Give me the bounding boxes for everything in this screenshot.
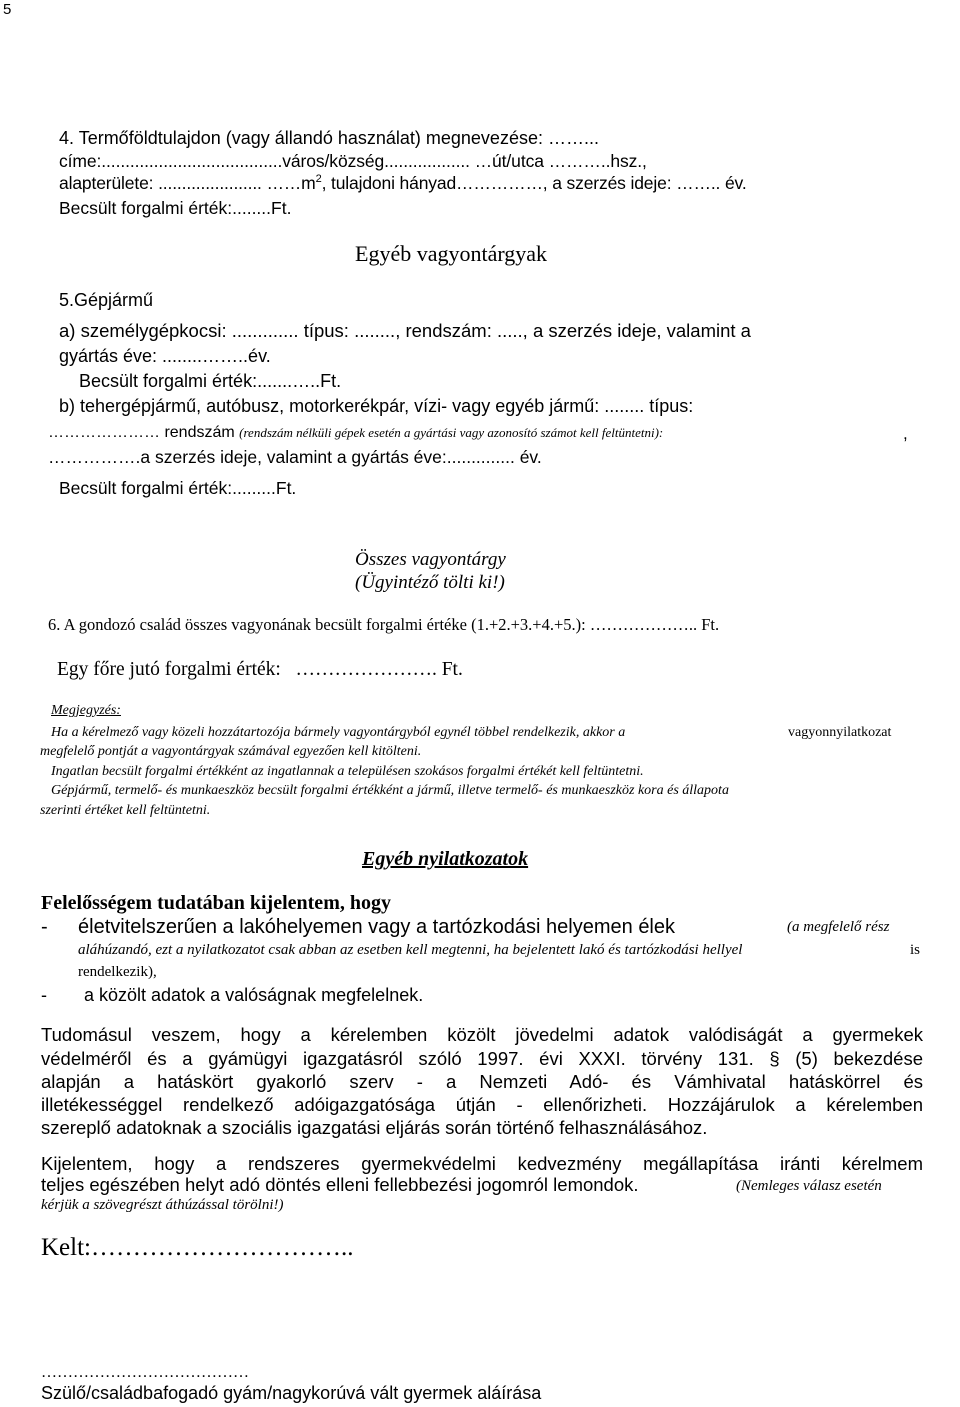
declarations-heading: Egyéb nyilatkozatok	[362, 848, 529, 870]
land-address-line: címe:......................................város/község.................. …út/utca ………..hsz.,	[59, 151, 647, 171]
item2-dash: -	[41, 985, 47, 1005]
car-line-1: a) személygépkocsi: ............. típus: ........, rendszám: ....., a szerzés ideje, valamint a	[59, 320, 751, 341]
truck-line-2-comma: ,	[903, 424, 908, 443]
total-value-line: 6. A gondozó család összes vagyonának becsült forgalmi értéke (1.+2.+3.+4.+5.): ……………….. Ft.	[48, 615, 720, 634]
note-p3-line-2: szerinti értéket kell feltüntetni.	[40, 803, 211, 818]
note-p1-line-2: megfelelő pontját a vagyontárgyak számával egyezően kell kitölteni.	[40, 744, 422, 759]
declarations-intro: Felelősségem tudatában kijelentem, hogy	[41, 892, 391, 914]
per-capita-value: …………………. Ft.	[295, 659, 463, 680]
car-line-2: gyártás éve: ........……..év.	[59, 346, 271, 366]
note-title: Megjegyzés:	[51, 703, 121, 718]
other-assets-heading: Egyéb vagyontárgyak	[355, 241, 548, 266]
para2-line-2: teljes egészében helyt adó döntés elleni fellebbezési jogomról lemondok.	[41, 1174, 639, 1195]
kelt-field: Kelt:…………………………..	[41, 1234, 354, 1261]
note-p1-line-1: Ha a kérelmező vagy közeli hozzátartozója bármely vagyontárgyból egynél többel rendelkezik, akkor a	[51, 725, 626, 740]
para2-line-1: Kijelentem, hogy a rendszeres gyermekvédelmi kedvezmény megállapítása iránti kérelmem	[41, 1153, 923, 1174]
note-p3-line-1: Gépjármű, termelő- és munkaeszköz becsült forgalmi értékként a jármű, illetve termelő- és munkaeszköz kora és állapota	[51, 783, 729, 798]
truck-plate-note: (rendszám nélküli gépek esetén a gyártási vagy azonosító számot kell feltüntetni):	[239, 425, 664, 440]
per-capita-line	[57, 660, 463, 680]
signature-line: …………………………………	[41, 1364, 249, 1381]
truck-line-1: b) tehergépjármű, autóbusz, motorkerékpár, vízi- vagy egyéb jármű: ........ típus:	[59, 396, 694, 416]
truck-line-3: …………….a szerzés ideje, valamint a gyártás éve:.............. év.	[48, 447, 542, 467]
para2-line-2-note: (Nemleges válasz esetén	[736, 1178, 882, 1194]
item1-note-b: aláhúzandó, ezt a nyilatkozatot csak abban az esetben kell megtenni, ha bejelentett lakó és tartózkodási hellyel	[78, 942, 743, 958]
land-area-line	[59, 175, 747, 193]
note-p2: Ingatlan becsült forgalmi értékként az ingatlannak a településen szokásos forgalmi értékét kell feltüntetni.	[51, 764, 644, 779]
truck-value-line: Becsült forgalmi érték:.........Ft.	[59, 478, 297, 498]
land-area-label: alapterülete: ...................... ……m	[59, 173, 316, 193]
item1-note-b-tail: is	[910, 942, 921, 958]
note-p1-line-1-tail: vagyonnyilatkozat	[788, 725, 892, 740]
page-number: 5	[3, 1, 12, 18]
item1-note-c: rendelkezik),	[78, 964, 157, 980]
para1-line-3: alapján a hatáskört gyakorló szerv - a Nemzeti Adó- és Vámhivatal hatáskörrel és	[41, 1071, 923, 1092]
para1-line-1: Tudomásul veszem, hogy a kérelemben közölt jövedelmi adatok valódiságát a gyermekek	[41, 1024, 923, 1045]
para1-line-5: szereplő adatoknak a szociális igazgatási eljárás során történő felhasználásához.	[41, 1117, 708, 1138]
para1-line-4: illetékességgel rendelkező adóigazgatósága útján - ellenőrizheti. Hozzájárulok a kérelemben	[41, 1094, 923, 1115]
para1-line-2: védelméről és a gyámügyi igazgatásról szóló 1997. évi XXXI. törvény 131. § (5) bekezdése	[41, 1048, 923, 1069]
item1-note-a: (a megfelelő rész	[787, 919, 890, 935]
item1-main: életvitelszerűen a lakóhelyemen vagy a tartózkodási helyemen élek	[78, 916, 676, 938]
vehicle-title: 5.Gépjármű	[59, 290, 154, 310]
signature-label: Szülő/családbafogadó gyám/nagykorúvá vált gyermek aláírása	[41, 1383, 542, 1403]
square-superscript: 2	[315, 173, 322, 186]
item2-text: a közölt adatok a valóságnak megfelelnek.	[84, 985, 424, 1005]
land-title-line: 4. Termőföldtulajdon (vagy állandó használat) megnevezése: ……...	[59, 128, 599, 148]
truck-dots: …………………	[48, 424, 160, 441]
truck-line-2	[48, 425, 663, 441]
land-share-text: , tulajdoni hányad……………, a szerzés ideje: …….. év.	[321, 173, 747, 193]
total-assets-heading: Összes vagyontárgy	[355, 549, 506, 570]
truck-plate-word: rendszám	[164, 424, 235, 441]
item1-dash: -	[41, 916, 48, 938]
car-value-line: Becsült forgalmi érték:.......…..Ft.	[79, 371, 342, 391]
para2-line-3-note: kérjük a szövegrészt áthúzással törölni!)	[41, 1197, 284, 1213]
per-capita-label: Egy főre jutó forgalmi érték:	[57, 659, 281, 680]
land-value-line: Becsült forgalmi érték:........Ft.	[59, 198, 292, 218]
total-assets-subheading: (Ügyintéző tölti ki!)	[355, 572, 505, 593]
